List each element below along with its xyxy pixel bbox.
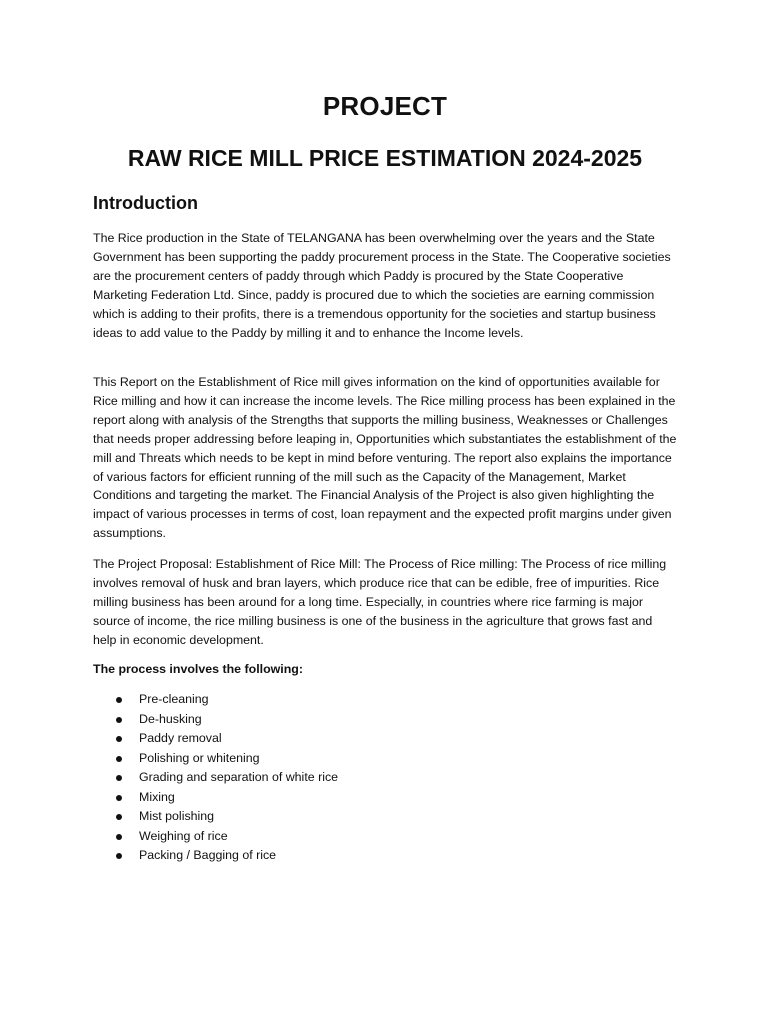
list-item <box>93 788 338 808</box>
list-item <box>93 846 338 866</box>
list-item-label: Grading and separation of white rice <box>139 770 339 784</box>
bullet-icon <box>116 717 122 723</box>
list-item <box>93 729 338 749</box>
list-item <box>93 807 338 827</box>
bullet-icon <box>116 814 122 820</box>
list-item <box>93 710 338 730</box>
list-item <box>93 749 338 769</box>
bullet-icon <box>116 756 122 762</box>
document-subtitle: RAW RICE MILL PRICE ESTIMATION 2024-2025 <box>127 145 643 171</box>
process-steps-list <box>93 690 338 866</box>
list-item-label: Paddy removal <box>139 731 222 745</box>
list-item <box>93 690 338 710</box>
bullet-icon <box>116 697 122 703</box>
bullet-icon <box>116 775 122 781</box>
list-item-label: Mixing <box>139 789 175 804</box>
list-item-label: De-husking <box>139 711 202 726</box>
list-item-label: Pre-cleaning <box>139 692 209 706</box>
bullet-icon <box>116 834 122 840</box>
document-title: PROJECT <box>322 91 448 121</box>
process-heading: The process involves the following: <box>93 662 303 676</box>
bullet-icon <box>116 853 122 859</box>
list-item-label: Packing / Bagging of rice <box>139 848 277 862</box>
list-item-label: Weighing of rice <box>139 828 228 843</box>
bullet-icon <box>116 795 122 801</box>
intro-paragraph-2: This Report on the Establishment of Rice mill gives information on the kind of opportunities available for Rice milling and how it can increase the income levels. The Rice milling process has been explained in the report along with analysis of the Strengths that supports the milling business, Weaknesses or Challenges that needs proper addressing before leaping in, Opportunities which substantiates the establishment of the mill and Threats which needs to be kept in mind before venturing. The report also explains the importance of various factors for efficient running of the mill such as the Capacity of the Management, Market Conditions and targeting the market. The Financial Analysis of the Project is also given highlighting the impact of various processes in terms of cost, loan repayment and the expected profit margins under given assumptions. <box>93 375 677 541</box>
section-heading-introduction: Introduction <box>93 193 198 213</box>
list-item-label: Polishing or whitening <box>139 750 260 765</box>
bullet-icon <box>116 736 122 742</box>
intro-paragraph-1: The Rice production in the State of TELANGANA has been overwhelming over the years and the State Government has been supporting the paddy procurement process in the State. The Cooperative societies are the procurement centers of paddy through which Paddy is procured by the State Cooperative Marketing Federation Ltd. Since, paddy is procured due to which the societies are earning commission which is adding to their profits, there is a tremendous opportunity for the societies and startup business ideas to add value to the Paddy by milling it and to enhance the Income levels. <box>93 231 671 340</box>
list-item <box>93 827 338 847</box>
list-item-label: Mist polishing <box>139 809 215 823</box>
list-item <box>93 768 338 788</box>
intro-paragraph-3: The Project Proposal: Establishment of Rice Mill: The Process of Rice milling: The Process of rice milling involves removal of husk and bran layers, which produce rice that can be edible, free of impurities. Rice milling business has been around for a long time. Especially, in countries where rice farming is major source of income, the rice milling business is one of the business in the agriculture that grows fast and help in economic development. <box>93 557 667 647</box>
